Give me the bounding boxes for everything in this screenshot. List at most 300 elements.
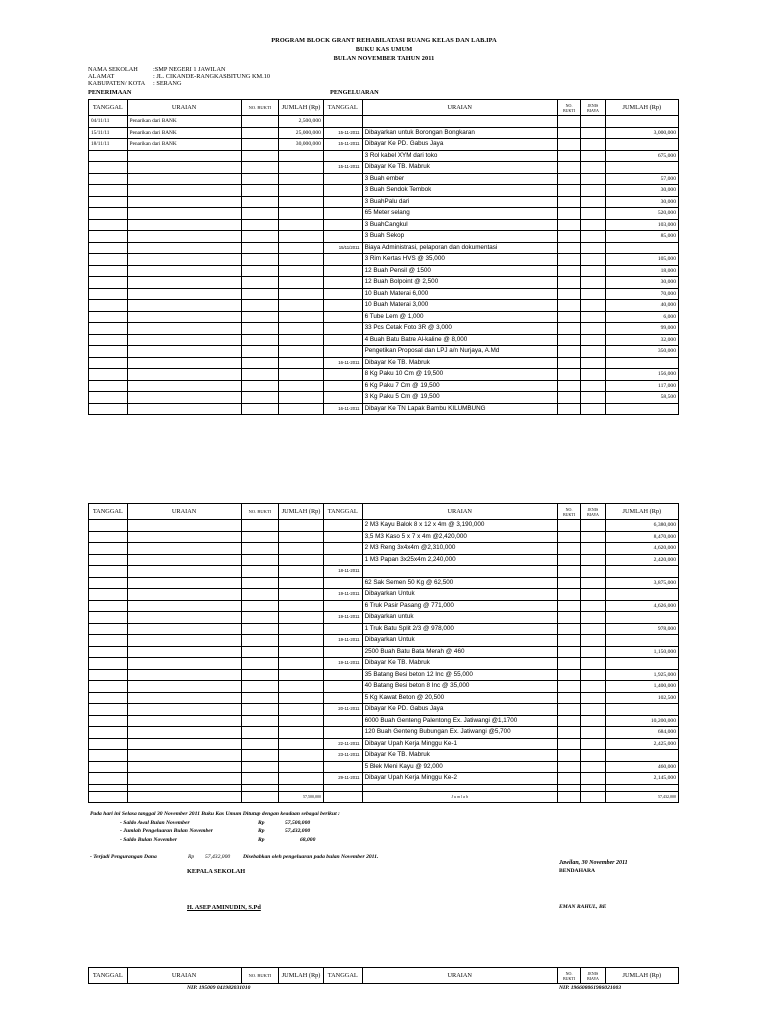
expense-type — [581, 554, 605, 566]
receipt-voucher — [241, 265, 279, 277]
receipt-amount — [279, 254, 324, 266]
expense-date — [323, 715, 362, 727]
expense-date — [323, 681, 362, 693]
receipt-voucher — [241, 612, 279, 624]
expense-amount — [605, 658, 678, 670]
expense-description: 3 Buah Sendok Tembok — [362, 185, 557, 197]
expense-type — [581, 669, 605, 681]
expense-description: Dibayar Ke TB. Mabruk — [362, 162, 557, 174]
receipt-amount — [279, 185, 324, 197]
expense-amount: 30,000 — [605, 185, 678, 197]
expense-type — [581, 715, 605, 727]
meta-school-label: NAMA SEKOLAH — [88, 66, 138, 73]
receipt-voucher — [241, 150, 279, 162]
receipt-description — [127, 369, 241, 381]
expense-voucher — [557, 127, 580, 139]
receipt-date — [89, 185, 128, 197]
receipt-date — [89, 531, 128, 543]
receipt-amount — [279, 589, 324, 601]
expense-type — [581, 392, 605, 404]
totals-row — [89, 791, 679, 802]
receipt-description — [127, 531, 241, 543]
expense-amount: 684,000 — [605, 727, 678, 739]
receipt-voucher — [241, 646, 279, 658]
expense-description: Dibayar Ke TN Lapak Bambu KILUMBUNG — [362, 403, 557, 415]
receipt-voucher — [241, 750, 279, 762]
expense-voucher — [557, 531, 580, 543]
expense-amount — [605, 162, 678, 174]
expense-amount: 70,000 — [605, 288, 678, 300]
expense-voucher — [557, 543, 580, 555]
receipt-voucher — [241, 635, 279, 647]
receipt-amount — [279, 761, 324, 773]
receipt-amount — [279, 669, 324, 681]
expense-description: 12 Buah Bolpoint @ 2,500 — [362, 277, 557, 289]
receipt-voucher — [241, 531, 279, 543]
receipt-date — [89, 761, 128, 773]
meta-district-value: : SERANG — [153, 80, 182, 87]
receipt-amount — [279, 623, 324, 635]
expense-date — [323, 554, 362, 566]
expense-amount: 30,000 — [605, 277, 678, 289]
recap-line-value: 57,432,000 — [285, 828, 311, 834]
table-row — [89, 323, 679, 335]
receipt-description — [127, 231, 241, 243]
receipt-voucher — [241, 669, 279, 681]
receipt-voucher — [241, 577, 279, 589]
receipt-amount — [279, 219, 324, 231]
expense-amount — [605, 139, 678, 151]
expense-date: 18-11-2011 — [323, 566, 362, 578]
receipt-date — [89, 288, 128, 300]
table-row — [89, 196, 679, 208]
expense-date — [323, 288, 362, 300]
expense-amount: 1,150,000 — [605, 646, 678, 658]
receipt-voucher — [241, 323, 279, 335]
receipt-amount — [279, 600, 324, 612]
table-row — [89, 300, 679, 312]
expense-date — [323, 392, 362, 404]
expense-type — [581, 727, 605, 739]
expense-type — [581, 566, 605, 578]
receipt-amount — [279, 554, 324, 566]
receipt-date — [89, 727, 128, 739]
expense-description: Dibayarkan untuk Borongan Bongkaran — [362, 127, 557, 139]
expense-voucher — [557, 727, 580, 739]
receipt-date — [89, 219, 128, 231]
expense-type — [581, 208, 605, 220]
expense-voucher — [557, 139, 580, 151]
expense-voucher — [557, 346, 580, 358]
expense-date — [323, 369, 362, 381]
receipt-amount — [279, 566, 324, 578]
expense-description: 4 Buah Batu Batre Al-kaline @ 8,000 — [362, 334, 557, 346]
receipt-description — [127, 715, 241, 727]
receipt-amount — [279, 635, 324, 647]
receipt-description — [127, 254, 241, 266]
receipt-voucher — [241, 715, 279, 727]
table-row — [89, 531, 679, 543]
expense-voucher — [557, 357, 580, 369]
col-jumlah: JUMLAH (Rp) — [279, 504, 324, 520]
receipt-amount — [279, 704, 324, 716]
receipt-description — [127, 357, 241, 369]
expense-voucher — [557, 150, 580, 162]
expense-voucher — [557, 323, 580, 335]
expense-type — [581, 288, 605, 300]
meta-district-label: KABUPATEN/ KOTA — [88, 80, 146, 87]
receipt-date — [89, 520, 128, 532]
receipt-date — [89, 334, 128, 346]
receipt-amount — [279, 646, 324, 658]
expense-date: 22-11-2011 — [323, 738, 362, 750]
table-row — [89, 658, 679, 670]
receipt-voucher — [241, 196, 279, 208]
expense-voucher — [557, 380, 580, 392]
expense-type — [581, 196, 605, 208]
receipt-amount — [279, 612, 324, 624]
expense-amount: 520,000 — [605, 208, 678, 220]
table-row — [89, 543, 679, 555]
receipt-description — [127, 300, 241, 312]
col-jenis-biaya: JENIS BIAYA — [581, 100, 605, 116]
expense-type — [581, 380, 605, 392]
document-subtitle: BUKU KAS UMUM — [355, 46, 413, 53]
expense-voucher — [557, 334, 580, 346]
total-penerimaan: 57,500,000 — [279, 791, 324, 802]
expense-voucher — [557, 577, 580, 589]
col-tanggal: TANGGAL — [89, 504, 128, 520]
expense-date: 16-11-2011 — [323, 403, 362, 415]
table-row — [89, 635, 679, 647]
col-no-bukti-out: NO. BUKTI — [557, 100, 580, 116]
expense-description: Dibayar Ke PD. Gabus Jaya — [362, 704, 557, 716]
table-row — [89, 150, 679, 162]
expense-voucher — [557, 520, 580, 532]
expense-amount: 4,620,000 — [605, 543, 678, 555]
expense-amount — [605, 750, 678, 762]
signature-right-nip: NIP. 196608061986021003 — [559, 985, 622, 991]
expense-date — [323, 323, 362, 335]
signature-right-role: BENDAHARA — [559, 868, 596, 874]
expense-type — [581, 738, 605, 750]
expense-date — [323, 520, 362, 532]
receipt-description: Penarikan dari BANK — [127, 127, 241, 139]
receipt-voucher — [241, 288, 279, 300]
expense-type — [581, 600, 605, 612]
col-tanggal-out: TANGGAL — [323, 100, 362, 116]
col-no-bukti: NO. BUKTI — [241, 504, 279, 520]
expense-voucher — [557, 288, 580, 300]
receipt-voucher — [241, 139, 279, 151]
expense-date — [323, 531, 362, 543]
expense-date — [323, 727, 362, 739]
expense-voucher — [557, 162, 580, 174]
expense-description: Dibayar Ke TB. Mabruk — [362, 357, 557, 369]
receipt-date — [89, 566, 128, 578]
expense-voucher — [557, 242, 580, 254]
ledger-table-page-1 — [88, 99, 679, 415]
expense-type — [581, 323, 605, 335]
ledger-table-page-3 — [88, 967, 679, 984]
receipt-voucher — [241, 300, 279, 312]
receipt-voucher — [241, 357, 279, 369]
receipt-amount: 25,000,000 — [279, 127, 324, 139]
expense-type — [581, 334, 605, 346]
expense-type — [581, 300, 605, 312]
expense-type — [581, 589, 605, 601]
receipt-voucher — [241, 520, 279, 532]
receipt-description — [127, 761, 241, 773]
total-pengeluaran: 57,432,000 — [605, 791, 678, 802]
receipt-date — [89, 577, 128, 589]
receipt-date — [89, 403, 128, 415]
table-row — [89, 646, 679, 658]
expense-date — [323, 300, 362, 312]
receipt-date — [89, 773, 128, 785]
receipt-description — [127, 403, 241, 415]
expense-type — [581, 127, 605, 139]
expense-description: 6 Truk Pasir Pasang @ 771,000 — [362, 600, 557, 612]
expense-date: 19-11-2011 — [323, 658, 362, 670]
receipt-date — [89, 750, 128, 762]
expense-date: 19-11-2011 — [323, 635, 362, 647]
expense-description: 33 Pcs Cetak Foto 3R @ 3,000 — [362, 323, 557, 335]
receipt-date — [89, 369, 128, 381]
expense-date — [323, 265, 362, 277]
expense-voucher — [557, 219, 580, 231]
expense-voucher — [557, 738, 580, 750]
table-header-row — [89, 100, 679, 116]
receipt-description — [127, 543, 241, 555]
table-row — [89, 403, 679, 415]
table-row — [89, 116, 679, 128]
receipt-description — [127, 554, 241, 566]
expense-voucher — [557, 635, 580, 647]
expense-amount — [605, 612, 678, 624]
expense-amount: 32,000 — [605, 334, 678, 346]
receipt-amount — [279, 311, 324, 323]
receipt-date — [89, 265, 128, 277]
expense-description: 2 M3 Kayu Balok 8 x 12 x 4m @ 3,190,000 — [362, 520, 557, 532]
recap-note-prefix: - Terjadi Pengurangan Dana — [90, 854, 157, 860]
expense-date: 15-11-2011 — [323, 162, 362, 174]
expense-description: 1 Truk Batu Split 2/3 @ 978,000 — [362, 623, 557, 635]
expense-voucher — [557, 646, 580, 658]
col-jumlah: JUMLAH (Rp) — [279, 968, 324, 984]
receipt-description — [127, 323, 241, 335]
expense-description: 3 Buah ember — [362, 173, 557, 185]
receipt-date — [89, 150, 128, 162]
expense-description: Dibayar Upah Kerja Minggu Ke-1 — [362, 738, 557, 750]
expense-date — [323, 254, 362, 266]
table-row — [89, 185, 679, 197]
receipt-description — [127, 612, 241, 624]
recap-line-rp: Rp — [258, 837, 265, 843]
expense-amount: 1,400,000 — [605, 681, 678, 693]
expense-date: 29-11-2011 — [323, 773, 362, 785]
expense-description: Dibayar Ke TB. Mabruk — [362, 658, 557, 670]
receipt-amount — [279, 323, 324, 335]
expense-voucher — [557, 196, 580, 208]
expense-description: 10 Buah Materai 3,000 — [362, 300, 557, 312]
expense-voucher — [557, 265, 580, 277]
expense-description: 6 Kg Paku 7 Cm @ 19,500 — [362, 380, 557, 392]
expense-description: 8 Kg Paku 10 Cm @ 19,500 — [362, 369, 557, 381]
table-row — [89, 520, 679, 532]
receipt-voucher — [241, 116, 279, 128]
receipt-date — [89, 681, 128, 693]
col-jumlah-out: JUMLAH (Rp) — [605, 504, 678, 520]
table-row — [89, 127, 679, 139]
expense-amount — [605, 116, 678, 128]
expense-voucher — [557, 403, 580, 415]
expense-description: 3 Rol kabel XYM dari toko — [362, 150, 557, 162]
expense-amount: 2,425,000 — [605, 738, 678, 750]
expense-description: 2500 Buah Batu Bata Merah @ 460 — [362, 646, 557, 658]
receipt-voucher — [241, 554, 279, 566]
col-uraian-out: URAIAN — [362, 968, 557, 984]
col-uraian: URAIAN — [127, 100, 241, 116]
expense-amount: 3,000,000 — [605, 127, 678, 139]
receipt-amount — [279, 520, 324, 532]
receipt-voucher — [241, 173, 279, 185]
expense-date — [323, 623, 362, 635]
expense-date: 15-11-2011 — [323, 139, 362, 151]
receipt-voucher — [241, 543, 279, 555]
col-uraian: URAIAN — [127, 504, 241, 520]
expense-amount: 460,000 — [605, 761, 678, 773]
table-row — [89, 577, 679, 589]
expense-description: 1 M3 Papan 3x25x4m 2,240,000 — [362, 554, 557, 566]
expense-date — [323, 208, 362, 220]
receipt-date — [89, 380, 128, 392]
receipt-description — [127, 334, 241, 346]
receipt-date: 04/11/11 — [89, 116, 128, 128]
table-row — [89, 623, 679, 635]
expense-type — [581, 531, 605, 543]
expense-description: Pengetikan Proposal dan LPJ a/n Nurjaya, A.Md — [362, 346, 557, 358]
receipt-description — [127, 162, 241, 174]
signature-left-nip: NIP. 195009 041982031010 — [187, 985, 251, 991]
receipt-description — [127, 750, 241, 762]
expense-type — [581, 773, 605, 785]
expense-date — [323, 380, 362, 392]
expense-amount: 6,380,000 — [605, 520, 678, 532]
document-period: BULAN NOVEMBER TAHUN 2011 — [333, 55, 435, 62]
expense-amount: 40,000 — [605, 300, 678, 312]
receipt-amount — [279, 334, 324, 346]
expense-type — [581, 254, 605, 266]
expense-voucher — [557, 311, 580, 323]
expense-type — [581, 623, 605, 635]
receipt-voucher — [241, 231, 279, 243]
expense-amount: 57,000 — [605, 173, 678, 185]
col-no-bukti: NO. BUKTI — [241, 100, 279, 116]
expense-description: Dibayarkan Untuk — [362, 635, 557, 647]
receipt-voucher — [241, 761, 279, 773]
expense-date — [323, 600, 362, 612]
expense-amount: 3,875,000 — [605, 577, 678, 589]
expense-amount: 105,000 — [605, 254, 678, 266]
receipt-description — [127, 566, 241, 578]
expense-description: 5 Kg Kawat Beton @ 20,500 — [362, 692, 557, 704]
expense-date — [323, 692, 362, 704]
table-row — [89, 311, 679, 323]
meta-school-value: :SMP NEGERI 1 JAWILAN — [153, 66, 226, 73]
receipt-amount — [279, 392, 324, 404]
receipt-description — [127, 727, 241, 739]
table-row — [89, 392, 679, 404]
table-row — [89, 773, 679, 785]
signature-place-date: Jawilan, 30 November 2011 — [559, 860, 628, 866]
expense-date: 15/11/2011 — [323, 242, 362, 254]
table-row — [89, 600, 679, 612]
receipt-date — [89, 277, 128, 289]
table-row — [89, 208, 679, 220]
receipt-date — [89, 612, 128, 624]
expense-amount: 103,000 — [605, 219, 678, 231]
receipt-amount — [279, 357, 324, 369]
receipt-voucher — [241, 566, 279, 578]
expense-date — [323, 231, 362, 243]
expense-description: 40 Batang Besi beton 8 Inc @ 35,000 — [362, 681, 557, 693]
table-row — [89, 681, 679, 693]
expense-voucher — [557, 715, 580, 727]
col-tanggal-out: TANGGAL — [323, 968, 362, 984]
receipt-voucher — [241, 658, 279, 670]
expense-amount: 10,200,000 — [605, 715, 678, 727]
receipt-description — [127, 242, 241, 254]
expense-type — [581, 681, 605, 693]
expense-description: Dibayar Upah Kerja Minggu Ke-2 — [362, 773, 557, 785]
expense-date — [323, 669, 362, 681]
receipt-date — [89, 311, 128, 323]
expense-type — [581, 173, 605, 185]
receipt-description — [127, 288, 241, 300]
expense-description: 2 M3 Reng 3x4x4m @2,310,000 — [362, 543, 557, 555]
table-row — [89, 219, 679, 231]
receipt-date — [89, 635, 128, 647]
receipt-date — [89, 173, 128, 185]
receipt-date — [89, 208, 128, 220]
receipt-voucher — [241, 127, 279, 139]
expense-amount — [605, 566, 678, 578]
expense-description: Dibayar Ke PD. Gabus Jaya — [362, 139, 557, 151]
receipt-date — [89, 554, 128, 566]
expense-date: 16-11-2011 — [323, 357, 362, 369]
expense-description: 35 Batang Besi beton 12 Inc @ 55,000 — [362, 669, 557, 681]
expense-type — [581, 139, 605, 151]
expense-amount — [605, 403, 678, 415]
receipt-voucher — [241, 254, 279, 266]
expense-voucher — [557, 612, 580, 624]
expense-amount: 30,000 — [605, 196, 678, 208]
expense-voucher — [557, 369, 580, 381]
signature-left-role: KEPALA SEKOLAH — [187, 868, 246, 875]
expense-description: 3 BuahPalu dari — [362, 196, 557, 208]
expense-amount: 2,145,000 — [605, 773, 678, 785]
expense-amount: 102,500 — [605, 692, 678, 704]
table-header-row — [89, 504, 679, 520]
expense-voucher — [557, 566, 580, 578]
expense-type — [581, 704, 605, 716]
receipt-voucher — [241, 334, 279, 346]
expense-description: Dibayarkan Untuk — [362, 589, 557, 601]
expense-date — [323, 543, 362, 555]
receipt-voucher — [241, 277, 279, 289]
receipt-date: 15/11/11 — [89, 127, 128, 139]
